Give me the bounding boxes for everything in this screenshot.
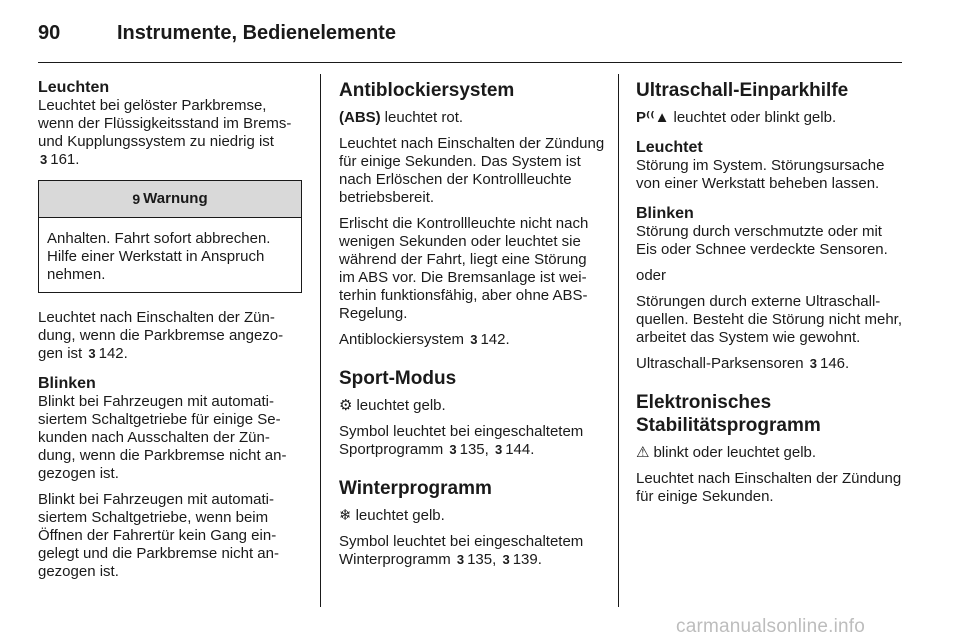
esp-icon: ⚠	[636, 444, 650, 461]
paragraph: Antiblockiersystem 3 142.	[339, 331, 510, 348]
warning-triangle-icon: 9	[132, 191, 141, 207]
paragraph: Störung im System. Störungsursache von einer Werkstatt beheben lassen.	[636, 157, 885, 192]
warning-box	[38, 180, 302, 293]
warning-header	[39, 181, 301, 218]
chapter-title: Instrumente, Bedienelemente	[117, 22, 396, 44]
paragraph: Blinkt bei Fahrzeugen mit automatisiertem Schaltgetriebe für einige Sekunden nach Ausschalten der Zündung, wenn die Parkbremse nicht angezogen ist.	[38, 393, 287, 482]
column-1	[38, 79, 302, 589]
paragraph: ⚠ blinkt oder leuchtet gelb.	[636, 444, 817, 461]
paragraph: P⁽⁽▲ leuchtet oder blinkt gelb.	[636, 109, 837, 126]
snowflake-icon: ❄	[339, 507, 352, 524]
paragraph: Leuchtet nach Einschalten der Zündung, wenn die Parkbremse angezogen ist 3 142.	[38, 309, 284, 362]
paragraph: Leuchtet nach Einschalten der Zündung für einige Sekunden. Das System ist nach Erlöschen der Kontrollleuchte betriebsbereit.	[339, 135, 605, 206]
paragraph: (ABS) leuchtet rot.	[339, 109, 464, 126]
watermark: carmanualsonline.info	[676, 616, 866, 637]
section-heading-winter: Winterprogramm	[339, 478, 492, 499]
paragraph: Blinkt bei Fahrzeugen mit automatisiertem Schaltgetriebe, wenn beim Öffnen der Fahrertür kein Gang eingelegt und die Parkbremse nicht angezogen ist.	[38, 491, 279, 580]
page-ref-icon: 3	[449, 442, 457, 457]
warning-text: Anhalten. Fahrt sofort abbrechen. Hilfe einer Werkstatt in Anspruch nehmen.	[47, 230, 271, 283]
paragraph: Symbol leuchtet bei eingeschaltetem Winterprogramm 3 135, 3 139.	[339, 533, 584, 568]
page-ref-icon: 3	[809, 356, 817, 371]
abs-warning-light-icon: (ABS)	[339, 109, 381, 126]
section-heading-parking: Ultraschall-Einparkhilfe	[636, 80, 849, 101]
page-ref-link[interactable]: 139.	[512, 551, 542, 568]
page-ref-icon: 3	[40, 152, 48, 167]
page-ref-icon: 3	[502, 552, 510, 567]
warning-title: Warnung	[143, 190, 208, 207]
paragraph: Erlischt die Kontrollleuchte nicht nach wenigen Sekunden oder leuchtet sie während der Fahrt, liegt eine Störung im ABS vor. Die Bremsanlage ist weiterhin funktionsfähig, aber ohne ABS-Regelung.	[339, 215, 589, 322]
paragraph: Ultraschall-Parksensoren 3 146.	[636, 355, 850, 372]
subheading-leuchtet: Leuchtet	[636, 139, 703, 156]
paragraph: Störung durch verschmutzte oder mit Eis oder Schnee verdeckte Sensoren.	[636, 223, 888, 258]
paragraph: ⚙ leuchtet gelb.	[339, 397, 446, 414]
page-ref-icon: 3	[88, 346, 96, 361]
paragraph: ❄ leuchtet gelb.	[339, 507, 445, 524]
page-ref-icon: 3	[494, 442, 503, 457]
subheading-blinken: Blinken	[38, 375, 96, 392]
page-ref-link[interactable]: 142.	[98, 345, 128, 362]
page-ref-link[interactable]: 142.	[480, 331, 510, 348]
subheading-leuchten: Leuchten	[38, 79, 110, 96]
column-3	[636, 79, 906, 514]
page-ref-icon: 3	[456, 552, 465, 567]
paragraph: Leuchtet nach Einschalten der Zündung für einige Sekunden.	[636, 470, 902, 505]
paragraph: Störungen durch externe Ultraschallquellen. Besteht die Störung nicht mehr, arbeitet das System wie gewohnt.	[636, 293, 903, 346]
page-ref-link[interactable]: 161.	[50, 151, 80, 168]
paragraph: Symbol leuchtet bei eingeschaltetem Sportprogramm 3 135, 3 144.	[339, 423, 584, 458]
column-divider	[618, 74, 619, 607]
paragraph: oder	[636, 267, 667, 284]
page-ref-link[interactable]: 135,	[467, 551, 497, 568]
section-heading-esp: Elektronisches Stabilitätsprogramm	[636, 392, 821, 436]
page-ref-link[interactable]: 144.	[505, 441, 535, 458]
page-header	[38, 16, 902, 63]
parking-assist-icon: P⁽⁽▲	[636, 109, 670, 126]
page-ref-link[interactable]: 135,	[459, 441, 489, 458]
page-ref-link[interactable]: 146.	[819, 355, 850, 372]
section-heading-sport: Sport-Modus	[339, 368, 457, 389]
section-heading-abs: Antiblockiersystem	[339, 80, 515, 101]
page-number: 90	[38, 22, 61, 44]
column-divider	[320, 74, 321, 607]
paragraph: Leuchtet bei gelöster Parkbremse, wenn der Flüssigkeitsstand im Brems- und Kupplungssystem zu niedrig ist 3 161.	[38, 97, 292, 168]
column-2	[339, 79, 605, 577]
sport-mode-icon: ⚙	[339, 397, 353, 414]
subheading-blinken: Blinken	[636, 205, 694, 222]
page-ref-icon: 3	[470, 332, 478, 347]
